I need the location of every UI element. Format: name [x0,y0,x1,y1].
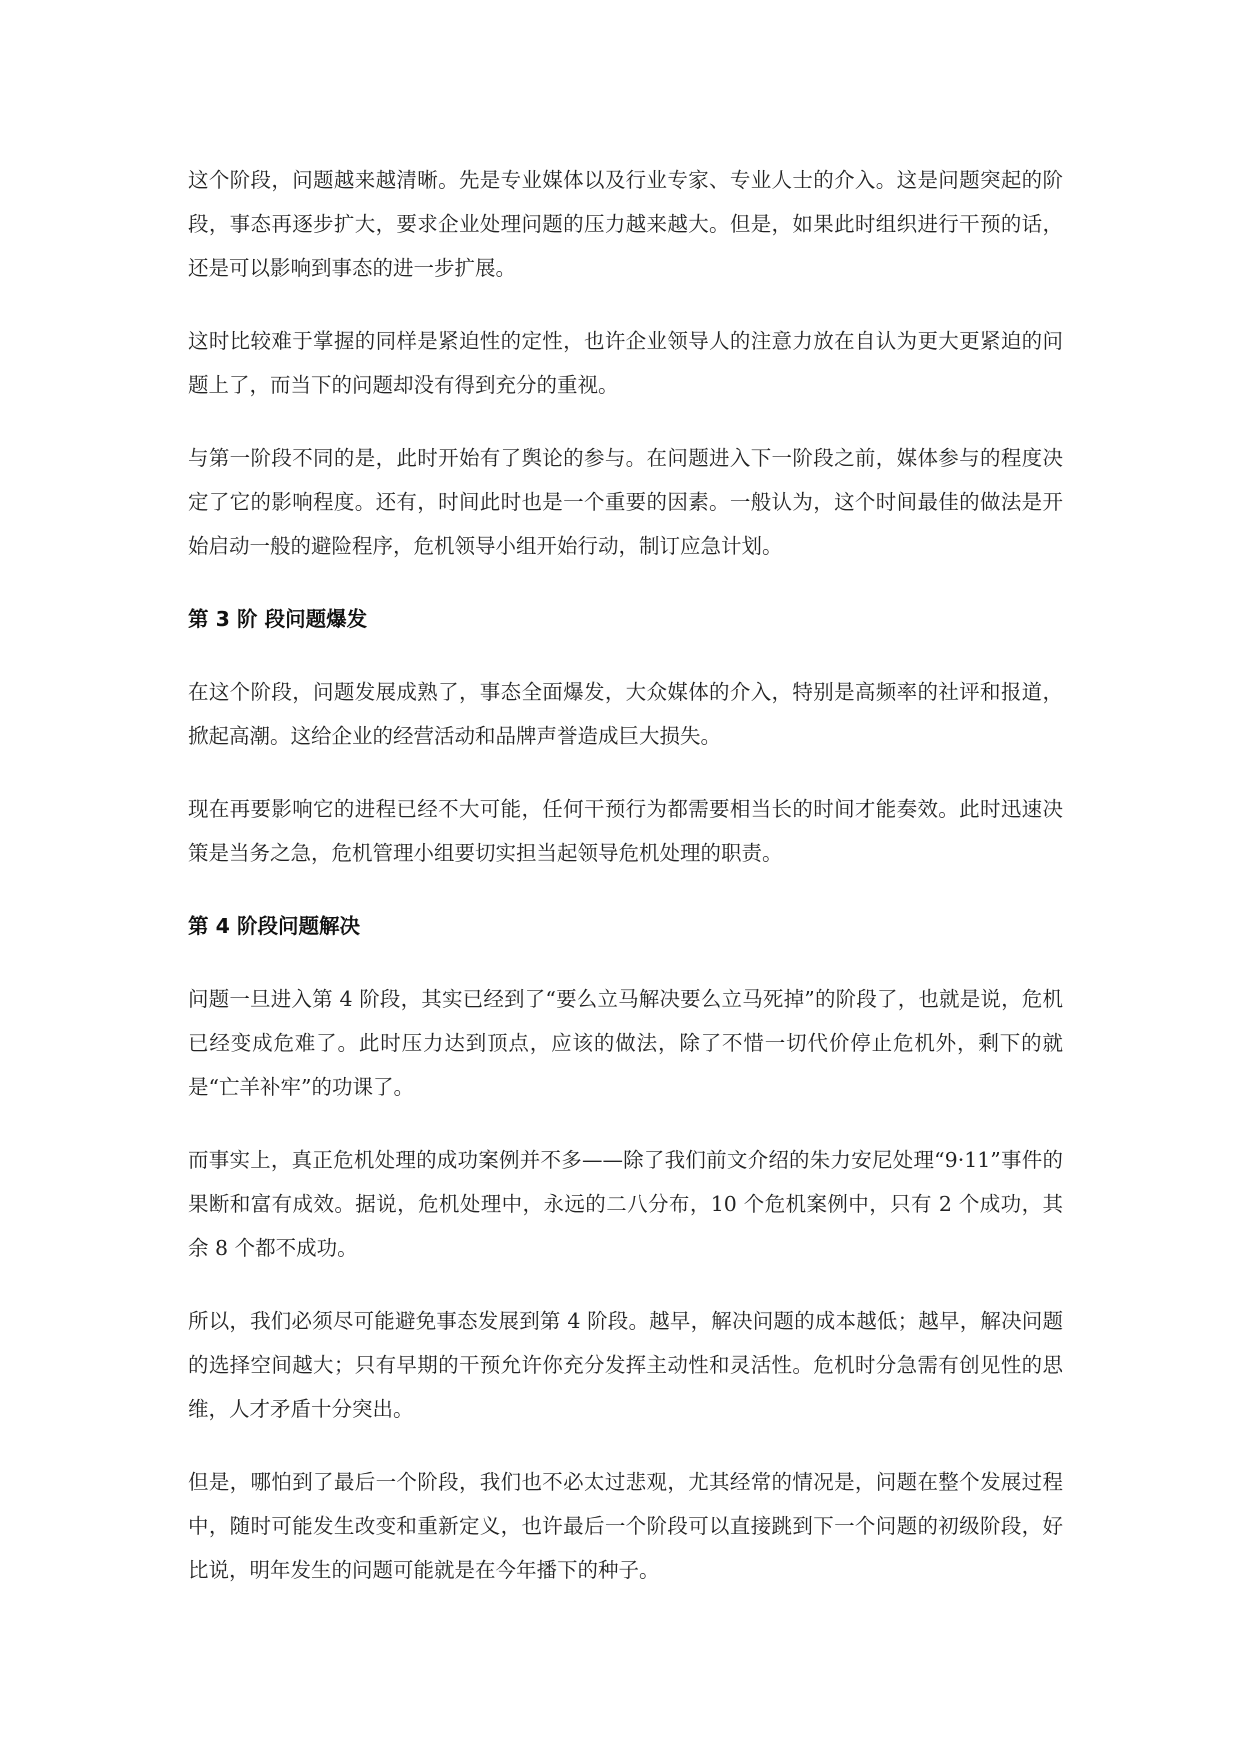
document-page [188,158,1063,1621]
paragraph-urgency: 这时比较难于掌握的同样是紧迫性的定性，也许企业领导人的注意力放在自认为更大更紧迫的问题上了，而当下的问题却没有得到充分的重视。 [188,329,1063,397]
paragraph-conclusion: 但是，哪怕到了最后一个阶段，我们也不必太过悲观，尤其经常的情况是，问题在整个发展过程中，随时可能发生改变和重新定义，也许最后一个阶段可以直接跳到下一个问题的初级阶段，好比说，明年发生的问题可能就是在今年播下的种子。 [188,1470,1063,1582]
paragraph-public-opinion: 与第一阶段不同的是，此时开始有了舆论的参与。在问题进入下一阶段之前，媒体参与的程度决定了它的影响程度。还有，时间此时也是一个重要的因素。一般认为，这个时间最佳的做法是开始启动一般的避险程序，危机领导小组开始行动，制订应急计划。 [188,446,1063,558]
paragraph-stage3-decision: 现在再要影响它的进程已经不大可能，任何干预行为都需要相当长的时间才能奏效。此时迅速决策是当务之急，危机管理小组要切实担当起领导危机处理的职责。 [188,797,1063,865]
heading-stage3: 第 3 阶 段问题爆发 [188,607,368,631]
paragraph-stage4-intro: 问题一旦进入第 4 阶段，其实已经到了“要么立马解决要么立马死掉”的阶段了，也就是说，危机已经变成危难了。此时压力达到顶点，应该的做法，除了不惜一切代价停止危机外，剩下的就是“亡羊补牢”的功课了。 [188,987,1063,1099]
paragraph-avoid-stage4: 所以，我们必须尽可能避免事态发展到第 4 阶段。越早，解决问题的成本越低；越早，解决问题的选择空间越大；只有早期的干预允许你充分发挥主动性和灵活性。危机时分急需有创见性的思维，人才矛盾十分突出。 [188,1309,1063,1421]
heading-stage4: 第 4 阶段问题解决 [188,914,361,938]
paragraph-stage3-intro: 在这个阶段，问题发展成熟了，事态全面爆发，大众媒体的介入，特别是高频率的社评和报道，掀起高潮。这给企业的经营活动和品牌声誉造成巨大损失。 [188,680,1063,748]
paragraph-stage2-intro: 这个阶段，问题越来越清晰。先是专业媒体以及行业专家、专业人士的介入。这是问题突起的阶段，事态再逐步扩大，要求企业处理问题的压力越来越大。但是，如果此时组织进行干预的话，还是可以影响到事态的进一步扩展。 [188,168,1063,280]
paragraph-case-study: 而事实上，真正危机处理的成功案例并不多——除了我们前文介绍的朱力安尼处理“9·11”事件的果断和富有成效。据说，危机处理中，永远的二八分布，10 个危机案例中，只有 2 个成功，其余 8 个都不成功。 [188,1148,1063,1260]
